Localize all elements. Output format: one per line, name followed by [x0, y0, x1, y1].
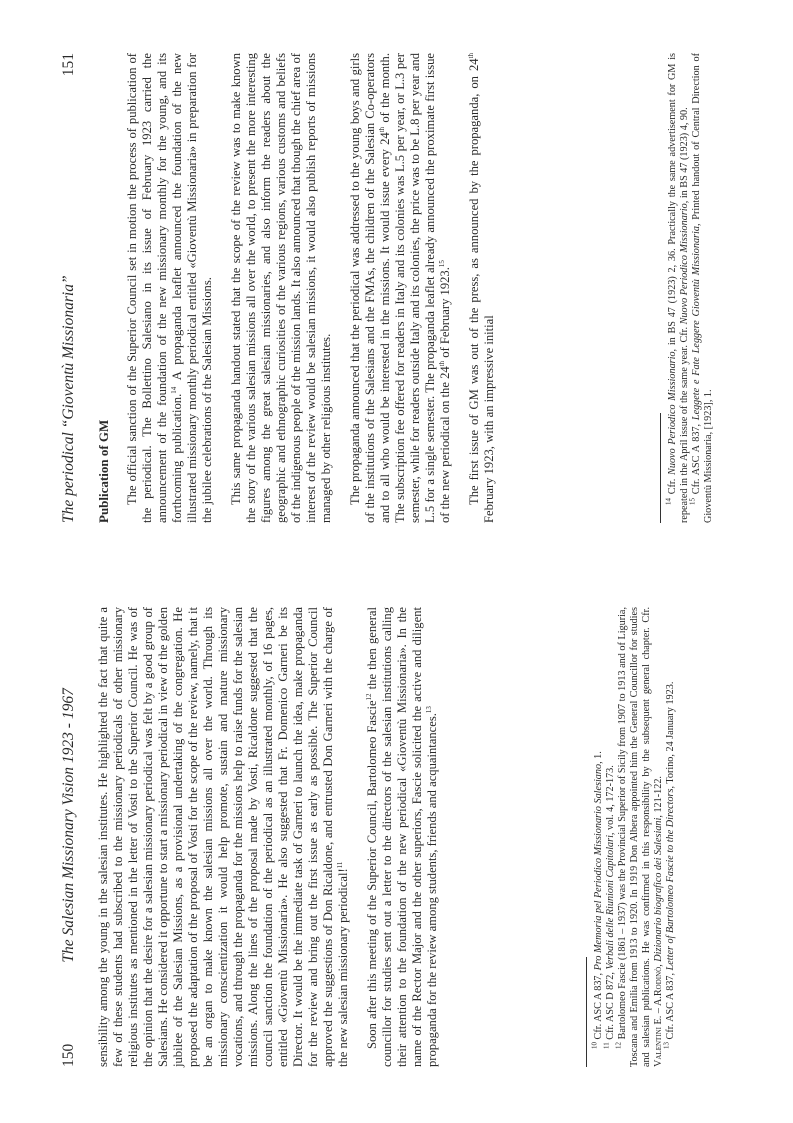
- footnote-ref: 12: [364, 693, 373, 701]
- paragraph: This same propaganda handout stated that the scope of the review was to make known the story of the various salesian missions all over the world, to present the more interesting figures among the great salesian missionaries, and also inform the readers about the geographic and ethnographic curiosities of the various regions, various customs and beliefs of the indigenous people of the mission lands. It also announced that though the chief area of interest of the review would be salesian missions, it would also publish reports of missions managed by other religious institutes.: [229, 53, 333, 523]
- left-footnotes: [586, 607, 677, 1067]
- page-number: 150: [60, 1043, 77, 1067]
- footnote: $^{10}$ Cfr. ASC A 837, Pro Memoria pel Periodico Missionario Salesiano, 1.: [590, 751, 604, 1049]
- paragraph: The official sanction of the Superior Council set in motion the process of publication of the periodical. The Bollettino Salesiano in its issue of February 1923 carried the announcement of the foundation of the new missionary monthly for the young, and its forthcoming publication.$^{14}$ A propaganda leaflet announced the foundation of the new illustrated missionary monthly periodical entitled «Gioventù Missionaria» in preparation for the jubilee celebrations of the Salesian Missions.: [125, 53, 214, 523]
- right-page: [0, 53, 793, 523]
- footnote-ref: 15: [437, 260, 446, 268]
- footnote: $^{13}$ Cfr. ASC A 837, Letter of Bartolomeo Fascie to the Directors, Torino, 24 January 1923.: [662, 681, 676, 1049]
- paragraph: sensibility among the young in the salesian institutes. He highlighted the fact that quite a few of these students had subscribed to the missionary periodicals of other missionary religious institutes as mentioned in the letter of Vosti to the Superior Council. He was of the opinion that the desire for a salesian missionary periodical was felt by a good group of Salesians. He considered it opportune to start a missionary periodical in view of the golden jubilee of the Salesian Missions, as a provisional undertaking of the congregation. He proposed the adaptation of the proposal of Vosti for the scope of the review, namely, that it be an organ to make known the salesian missions all over the world. Through its missionary conscientization it would help promote, sustain and mature missionary vocations, and through the propaganda for the missions help to raise funds for the salesian missions. Along the lines of the proposal made by Vosti, Ricaldone suggested that the council sanction the foundation of the periodical as an illustrated monthly, of 16 pages, entitled «Gioventù Missionaria». He also suggested that Fr. Domenico Garneri be its Director. It would be the immediate task of Garneri to launch the idea, make propaganda for the review and bring out the first issue as early as possible. The Superior Council approved the suggestions of Don Ricaldone, and entrusted Don Garneri with the charge of the new salesian missionary periodical!$^{11}$: [96, 607, 350, 1067]
- section-heading: Publication of GM: [96, 419, 111, 523]
- paragraph: Soon after this meeting of the Superior Council, Bartolomeo Fascie$^{12}$ the then general councillor for studies sent out a letter to the directors of the salesian institutions calling their attention to the foundation of the new periodical «Gioventù Missionaria». In the name of the Rector Major and the other superiors, Fascie solicited the active and diligent propaganda for the review among students, friends and acquaintances.$^{13}$: [364, 607, 439, 1067]
- footnote: $^{15}$ Cfr. ASC A 837, Leggete e Fate Leggere Gioventù Missionaria, Printed handout of Central Direction of Gioventù Missionaria, [1923], 1.: [688, 53, 714, 523]
- footnote: $^{14}$ Cfr. Nuovo Periodico Missionario, in BS 47 (1923) 2, 36. Practically the same advertisement for GM is repeated in the April issue of the same year. Cfr. Nuovo Periodico Missionario, in BS 47 (1923) 4, 90.: [664, 53, 690, 523]
- page-number: 151: [60, 53, 77, 77]
- running-head-title: The Salesian Missionary Vision 1923 - 1967: [60, 688, 77, 963]
- right-running-header: [60, 53, 82, 523]
- footnote-ref: 14: [169, 386, 178, 394]
- paragraph: The first issue of GM was out of the press, as announced by the propaganda, on 24th February 1923, with an impressive initial: [466, 53, 496, 523]
- paragraph: The propaganda announced that the periodical was addressed to the young boys and girls of the institutions of the Salesians and the FMAs, the children of the Salesian Co-operators and to all who would be interested in the missions. It would issue every 24th of the month. The subscription fee offered for readers in Italy and its colonies was L.5 per year, or L.3 per semester, while for readers outside Italy and its colonies, the price was to be L.8 per year and L.5 for a single semester. The propaganda leaflet already announced the proximate first issue of the new periodical on the 24th of February 1923.15: [348, 53, 452, 523]
- footnote: $^{12}$ Bartolomeo Fascie (1861 – 1937) was the Provincial Superior of Sicily from 1907 to 1913 and of Liguria, Toscana and Emilia from 1913 to 1920. In 1919 Don Albera appointed him the General Councillor for studies and salesian publications. He was confirmed in this responsibility by the subsequent general chapter. Cfr. Valentini E. – A.Rodinò, Dizionario biografico dei Salesiani, 121-122.: [614, 606, 664, 1067]
- left-body-text: [96, 607, 440, 1067]
- left-running-header: [60, 607, 82, 1067]
- right-body-text: [96, 53, 497, 523]
- footnote-ref: 11: [335, 861, 344, 869]
- footnote-ref: 13: [424, 706, 433, 714]
- left-page: [0, 607, 793, 1067]
- footnote-rule: [660, 413, 661, 523]
- right-footnotes: [660, 53, 715, 523]
- footnote-rule: [586, 957, 587, 1067]
- footnote: $^{11}$ Cfr. ASC D 872, Verbali delle Riunioni Capitolari, vol. 4, 172-173.: [602, 765, 616, 1049]
- running-head-title: The periodical “Gioventù Missionaria”: [60, 275, 77, 523]
